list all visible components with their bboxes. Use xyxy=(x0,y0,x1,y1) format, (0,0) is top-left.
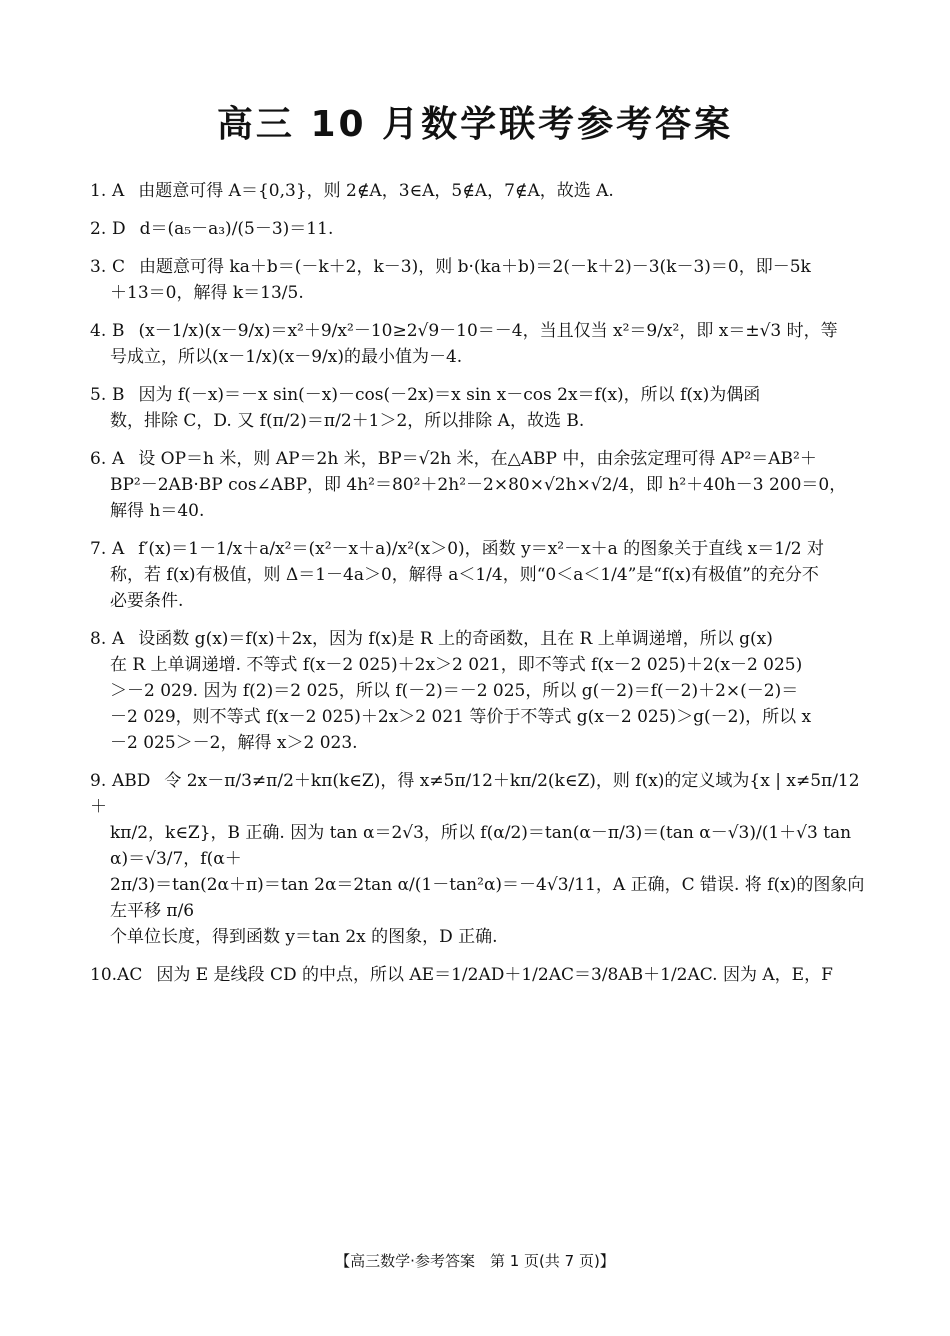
question-number: 9. xyxy=(90,771,107,791)
question-number: 6. xyxy=(90,449,107,469)
answer-2 xyxy=(90,216,870,242)
question-number: 4. xyxy=(90,321,107,341)
question-number: 8. xyxy=(90,629,107,649)
explanation-text: 号成立，所以(x－1/x)(x－9/x)的最小值为－4. xyxy=(110,347,463,367)
answer-line xyxy=(90,536,870,562)
explanation-text: 令 2x－π/3≠π/2＋kπ(k∈Z)，得 x≠5π/12＋kπ/2(k∈Z)，则 f(x)的定义域为{x | x≠5π/12＋ xyxy=(90,771,860,817)
explanation-text: 在 R 上单调递增. 不等式 f(x－2 025)＋2x＞2 021，即不等式 f(x－2 025)＋2(x－2 025) xyxy=(110,655,803,675)
answer-list xyxy=(90,178,870,1000)
answer-6 xyxy=(90,446,870,524)
answer-choice: A xyxy=(112,181,125,201)
explanation-text: (x－1/x)(x－9/x)＝x²＋9/x²－10≥2√9－10＝－4，当且仅当 x²＝9/x²，即 x＝±√3 时，等 xyxy=(138,321,838,341)
page-title: 高三 10 月数学联考参考答案 xyxy=(216,104,734,145)
explanation-text: 数，排除 C，D. 又 f(π/2)＝π/2＋1＞2，所以排除 A，故选 B. xyxy=(110,411,585,431)
explanation-text: 称，若 f(x)有极值，则 Δ＝1－4a＞0，解得 a＜1/4，则“0＜a＜1/4”是“f(x)有极值”的充分不 xyxy=(110,565,819,585)
answer-choice: A xyxy=(112,629,125,649)
explanation-text: 设 OP＝h 米，则 AP＝2h 米，BP＝√2h 米，在△ABP 中，由余弦定理可得 AP²＝AB²＋ xyxy=(138,449,817,469)
explanation-text: 解得 h＝40. xyxy=(110,501,205,521)
answer-choice: B xyxy=(112,321,125,341)
answer-line xyxy=(90,254,870,280)
answer-line xyxy=(90,178,870,204)
question-number: 1. xyxy=(90,181,107,201)
explanation-text: f′(x)＝1－1/x＋a/x²＝(x²－x＋a)/x²(x＞0)，函数 y＝x²－x＋a 的图象关于直线 x＝1/2 对 xyxy=(138,539,824,559)
explanation-text: －2 025＞－2，解得 x＞2 023. xyxy=(110,733,358,753)
question-number: 7. xyxy=(90,539,107,559)
answer-choice: C xyxy=(112,257,126,277)
answer-choice: B xyxy=(112,385,125,405)
explanation-text: ＋13＝0，解得 k＝13/5. xyxy=(110,283,304,303)
explanation-text: d＝(a₅－a₃)/(5－3)＝11. xyxy=(139,219,334,239)
explanation-text: kπ/2，k∈Z}，B 正确. 因为 tan α＝2√3，所以 f(α/2)＝tan(α－π/3)＝(tan α－√3)/(1＋√3 tan α)＝√3/7，f(α＋ xyxy=(110,823,852,869)
answer-8 xyxy=(90,626,870,756)
answer-line xyxy=(90,382,870,408)
page-footer: 【高三数学·参考答案 第 1 页(共 7 页)】 xyxy=(335,1252,615,1270)
answer-line xyxy=(90,318,870,344)
question-number: 10. xyxy=(90,965,118,985)
explanation-text: 因为 E 是线段 CD 的中点，所以 AE＝1/2AD＋1/2AC＝3/8AB＋1/2AC. 因为 A，E，F xyxy=(156,965,833,985)
answer-line xyxy=(90,446,870,472)
answer-line xyxy=(90,626,870,652)
question-number: 2. xyxy=(90,219,107,239)
explanation-text: ＞－2 029. 因为 f(2)＝2 025，所以 f(－2)＝－2 025，所以 g(－2)＝f(－2)＋2×(－2)＝ xyxy=(110,681,799,701)
answer-1 xyxy=(90,178,870,204)
explanation-text: 设函数 g(x)＝f(x)＋2x，因为 f(x)是 R 上的奇函数，且在 R 上单调递增，所以 g(x) xyxy=(138,629,773,649)
explanation-text: BP²－2AB·BP cos∠ABP，即 4h²＝80²＋2h²－2×80×√2h×√2/4，即 h²＋40h－3 200＝0， xyxy=(110,475,847,495)
question-number: 3. xyxy=(90,257,107,277)
explanation-text: 2π/3)＝tan(2α＋π)＝tan 2α＝2tan α/(1－tan²α)＝－4√3/11，A 正确，C 错误. 将 f(x)的图象向左平移 π/6 xyxy=(110,875,865,921)
explanation-text: －2 029，则不等式 f(x－2 025)＋2x＞2 021 等价于不等式 g(x－2 025)＞g(－2)，所以 x xyxy=(110,707,812,727)
answer-line xyxy=(90,962,870,988)
question-number: 5. xyxy=(90,385,107,405)
answer-9 xyxy=(90,768,870,950)
answer-4 xyxy=(90,318,870,370)
answer-line xyxy=(90,216,870,242)
answer-choice: A xyxy=(112,449,125,469)
answer-line xyxy=(90,768,870,820)
explanation-text: 由题意可得 A＝{0,3}，则 2∉A，3∈A，5∉A，7∉A，故选 A. xyxy=(138,181,614,201)
answer-3 xyxy=(90,254,870,306)
answer-choice: ABD xyxy=(112,771,151,791)
explanation-text: 必要条件. xyxy=(110,591,184,611)
answer-5 xyxy=(90,382,870,434)
explanation-text: 因为 f(－x)＝－x sin(－x)－cos(－2x)＝x sin x－cos 2x＝f(x)，所以 f(x)为偶函 xyxy=(138,385,761,405)
answer-choice: A xyxy=(112,539,125,559)
explanation-text: 个单位长度，得到函数 y＝tan 2x 的图象，D 正确. xyxy=(110,927,498,947)
answer-choice: AC xyxy=(117,965,143,985)
answer-choice: D xyxy=(112,219,126,239)
answer-7 xyxy=(90,536,870,614)
answer-10 xyxy=(90,962,870,988)
explanation-text: 由题意可得 ka＋b＝(－k＋2，k－3)，则 b·(ka＋b)＝2(－k＋2)－3(k－3)＝0，即－5k xyxy=(139,257,811,277)
